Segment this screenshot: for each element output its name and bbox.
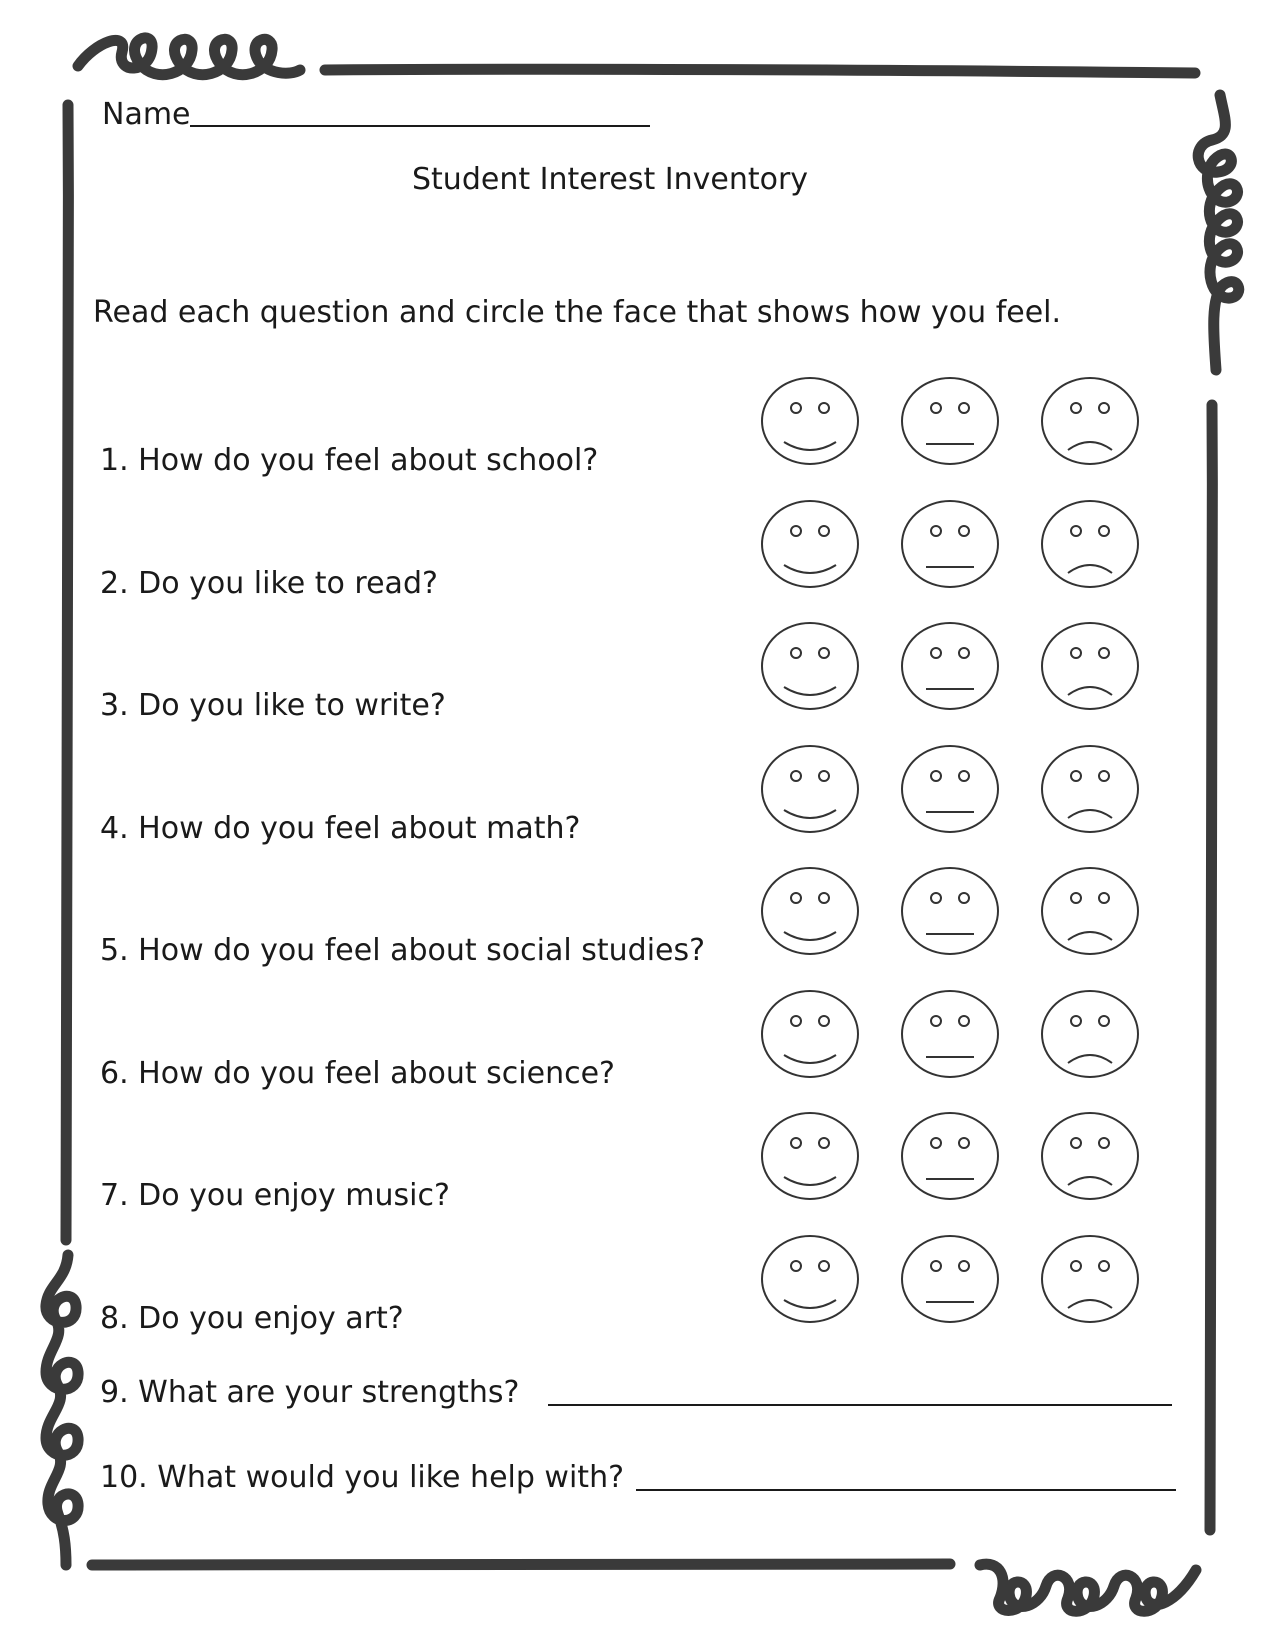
instructions-text: Read each question and circle the face that shows how you feel. <box>93 295 1062 330</box>
sad-face-icon[interactable] <box>1040 866 1140 956</box>
sad-face-icon[interactable] <box>1040 1234 1140 1324</box>
answer-field[interactable] <box>636 1489 1176 1491</box>
happy-face-icon[interactable] <box>760 989 860 1079</box>
neutral-face-icon[interactable] <box>900 621 1000 711</box>
happy-face-icon[interactable] <box>760 1111 860 1201</box>
answer-field[interactable] <box>548 1404 1172 1406</box>
sad-face-icon[interactable] <box>1040 376 1140 466</box>
neutral-face-icon[interactable] <box>900 1111 1000 1201</box>
neutral-face-icon[interactable] <box>900 376 1000 466</box>
question-label: 4. How do you feel about math? <box>100 810 581 846</box>
sad-face-icon[interactable] <box>1040 744 1140 834</box>
neutral-face-icon[interactable] <box>900 1234 1000 1324</box>
neutral-face-icon[interactable] <box>900 744 1000 834</box>
page-title: Student Interest Inventory <box>412 162 809 197</box>
top-left-swirl <box>78 38 300 75</box>
question-label: 3. Do you like to write? <box>100 688 446 723</box>
sad-face-icon[interactable] <box>1040 1111 1140 1201</box>
neutral-face-icon[interactable] <box>900 499 1000 589</box>
happy-face-icon[interactable] <box>760 376 860 466</box>
name-label: Name <box>102 97 191 132</box>
question-label: 10. What would you like help with? <box>100 1460 625 1495</box>
left-border-line <box>66 105 69 1240</box>
question-label: 5. How do you feel about social studies? <box>100 933 706 968</box>
question-label: 8. Do you enjoy art? <box>100 1300 404 1336</box>
sad-face-icon[interactable] <box>1040 499 1140 589</box>
neutral-face-icon[interactable] <box>900 866 1000 956</box>
happy-face-icon[interactable] <box>760 866 860 956</box>
happy-face-icon[interactable] <box>760 621 860 711</box>
right-border-line <box>1210 405 1213 1530</box>
sad-face-icon[interactable] <box>1040 989 1140 1079</box>
happy-face-icon[interactable] <box>760 1234 860 1324</box>
question-label: 6. How do you feel about science? <box>100 1055 615 1091</box>
bottom-left-swirl <box>46 1255 78 1565</box>
question-label: 7. Do you enjoy music? <box>100 1178 450 1213</box>
question-label: 2. Do you like to read? <box>100 565 438 601</box>
name-field[interactable] <box>190 125 650 127</box>
neutral-face-icon[interactable] <box>900 989 1000 1079</box>
question-label: 1. How do you feel about school? <box>100 443 599 478</box>
question-label: 9. What are your strengths? <box>100 1375 520 1410</box>
top-right-swirl <box>1198 95 1239 370</box>
happy-face-icon[interactable] <box>760 499 860 589</box>
sad-face-icon[interactable] <box>1040 621 1140 711</box>
bottom-border-line <box>92 1564 950 1566</box>
bottom-right-swirl <box>980 1564 1196 1611</box>
top-border-line <box>325 69 1195 73</box>
happy-face-icon[interactable] <box>760 744 860 834</box>
